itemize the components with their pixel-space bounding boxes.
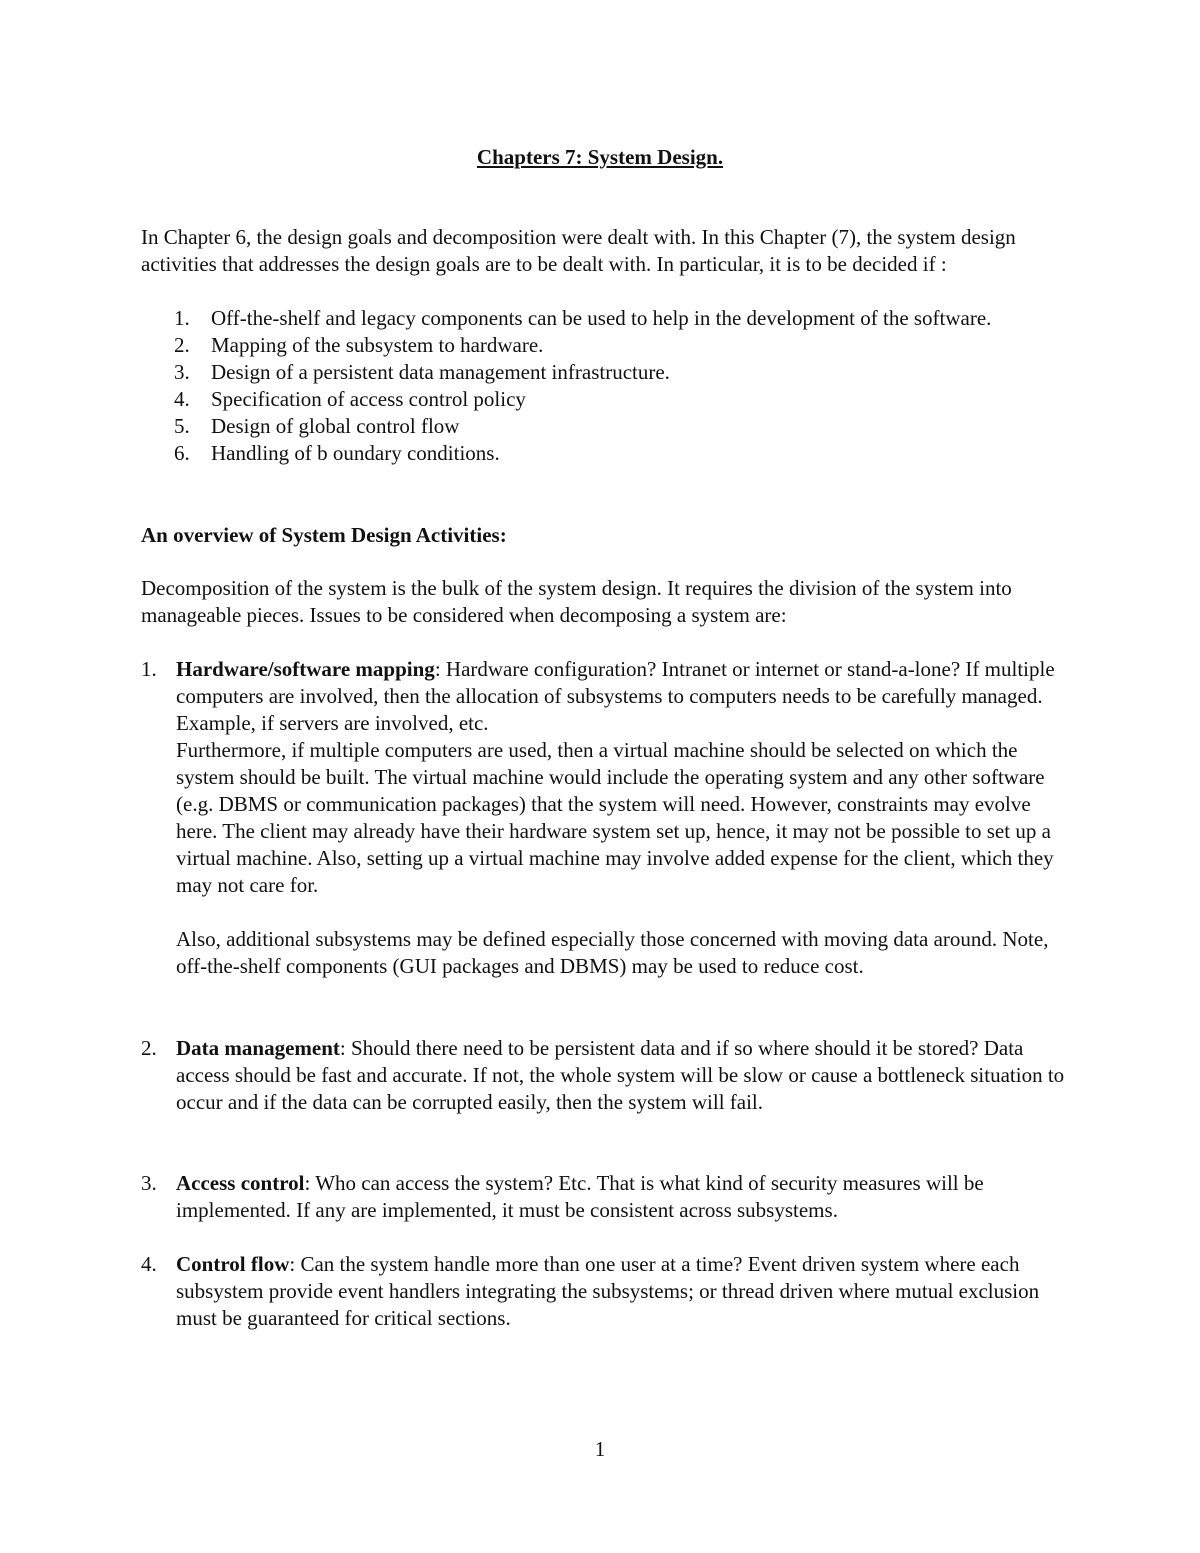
list-item [141, 440, 1071, 467]
activity-item-data-management [141, 1035, 1071, 1116]
item-paragraph: Furthermore, if multiple computers are used, then a virtual machine should be selected on which the system should be built. The virtual machine would include the operating system and any other software (e.g. DBMS or communication packages) that the system will need. However, constraints may evolve here. The client may already have their hardware system set up, hence, it may not be possible to set up a virtual machine. Also, setting up a virtual machine may involve added expense for the client, which they may not care for. [176, 738, 1054, 897]
item-term: Hardware/software mapping [176, 657, 435, 681]
overview-paragraph: Decomposition of the system is the bulk of the system design. It requires the division of the system into manageable pieces. Issues to be considered when decomposing a system are: [141, 576, 1012, 627]
item-term: Control flow [176, 1252, 290, 1276]
item-term: Data management [176, 1036, 340, 1060]
list-item-text: Design of a persistent data management infrastructure. [211, 360, 670, 384]
list-item [141, 386, 1071, 413]
list-item-text: Handling of b oundary conditions. [211, 441, 500, 465]
list-item-number: 2. [174, 333, 190, 357]
item-text: : Should there need to be persistent data and if so where should it be stored? Data access should be fast and accurate. If not, the whole system will be slow or cause a bottleneck situation to occur and if the data can be corrupted easily, then the system will fail. [176, 1036, 1065, 1114]
item-body [176, 656, 1071, 980]
list-item [141, 413, 1071, 440]
activity-item-access-control [141, 1170, 1071, 1224]
intro-paragraph: In Chapter 6, the design goals and decomposition were dealt with. In this Chapter (7), the system design activities that addresses the design goals are to be dealt with. In particular, it is to be decided if : [141, 225, 1016, 276]
item-paragraph [176, 1035, 1071, 1116]
item-text: : Can the system handle more than one user at a time? Event driven system where each subsystem provide event handlers integrating the subsystems; or thread driven where mutual exclusion must be guaranteed for critical sections. [176, 1252, 1040, 1330]
item-paragraph [176, 1251, 1071, 1332]
item-body [176, 1035, 1071, 1116]
item-number: 4. [141, 1252, 157, 1276]
list-item-number: 4. [174, 387, 190, 411]
item-paragraph [176, 656, 1071, 737]
page-number: 1 [594, 1437, 606, 1461]
list-item-text: Design of global control flow [211, 414, 460, 438]
item-body [176, 1251, 1071, 1332]
list-item-text: Off-the-shelf and legacy components can be used to help in the development of the software. [211, 306, 992, 330]
item-number: 1. [141, 657, 157, 681]
item-text: : Hardware configuration? Intranet or internet or stand-a-lone? If multiple computers are involved, then the allocation of subsystems to computers needs to be carefully managed. Example, if servers are involved, etc. [176, 657, 1055, 735]
list-item [141, 332, 1071, 359]
list-item-number: 3. [174, 360, 190, 384]
item-paragraph: Also, additional subsystems may be defined especially those concerned with moving data around. Note, off-the-shelf components (GUI packages and DBMS) may be used to reduce cost. [176, 927, 1049, 978]
list-item [141, 305, 1071, 332]
section-heading: An overview of System Design Activities: [141, 523, 507, 547]
list-item-number: 5. [174, 414, 190, 438]
list-item-number: 1. [174, 306, 190, 330]
item-number: 2. [141, 1036, 157, 1060]
item-term: Access control [176, 1171, 305, 1195]
list-item-number: 6. [174, 441, 190, 465]
item-body [176, 1170, 1071, 1224]
list-item-text: Mapping of the subsystem to hardware. [211, 333, 544, 357]
activity-item-control-flow [141, 1251, 1071, 1332]
document-title: Chapters 7: System Design. [476, 145, 724, 169]
activity-item-hardware-mapping [141, 656, 1071, 980]
design-decisions-list [141, 305, 1071, 467]
item-paragraph [176, 1170, 1071, 1224]
list-item [141, 359, 1071, 386]
list-item-text: Specification of access control policy [211, 387, 526, 411]
item-text: : Who can access the system? Etc. That is what kind of security measures will be implemented. If any are implemented, it must be consistent across subsystems. [176, 1171, 984, 1222]
item-number: 3. [141, 1171, 157, 1195]
